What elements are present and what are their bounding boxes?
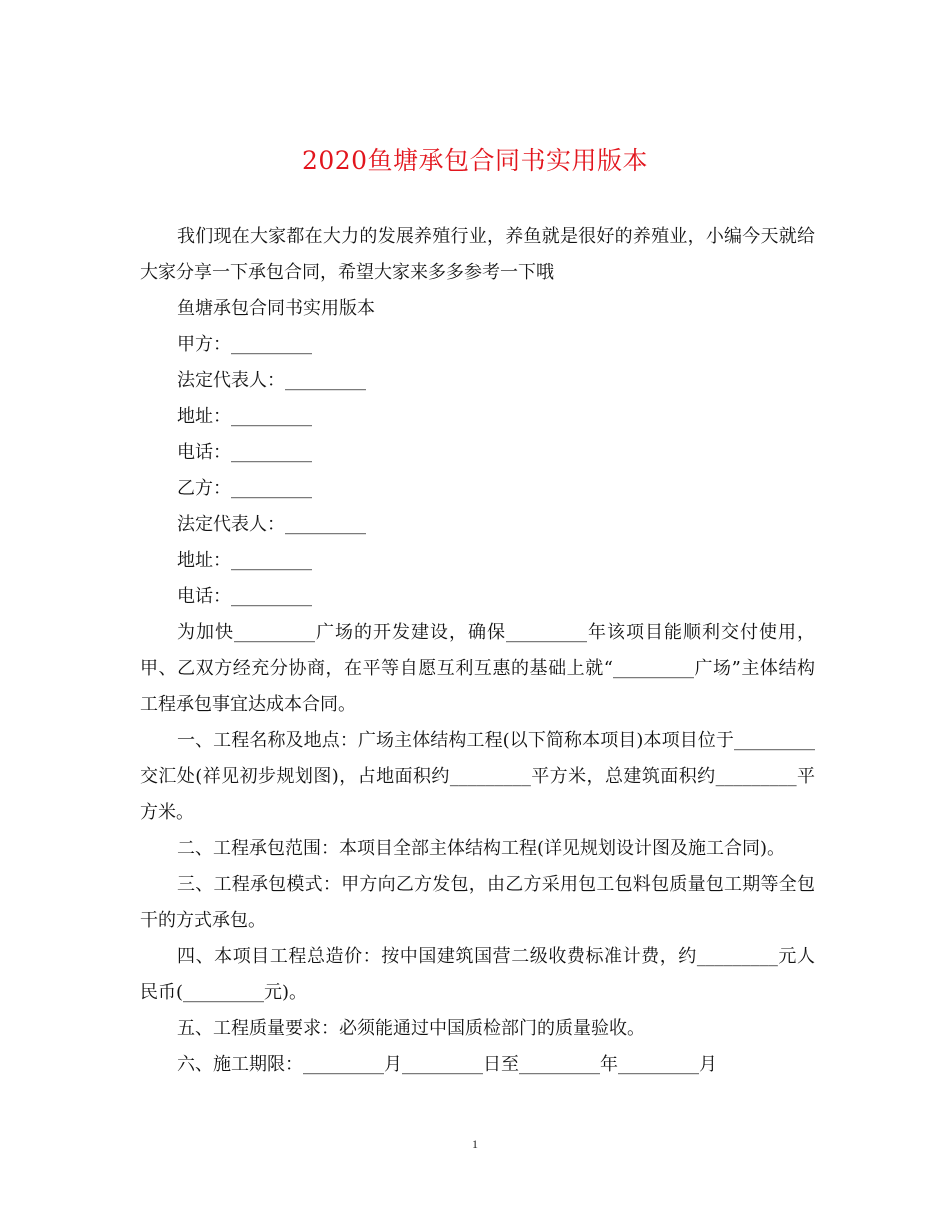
- page-number: 1: [472, 1137, 478, 1151]
- document-title: 2020鱼塘承包合同书实用版本: [301, 146, 649, 175]
- contract-subtitle: 鱼塘承包合同书实用版本: [177, 298, 375, 319]
- preamble-paragraph: 为加快_________广场的开发建设，确保_________年该项目能顺利交付使用，甲、乙双方经充分协商，在平等自愿互利互惠的基础上就“_________广场”主体结构工程承包事宜达成本合同。: [140, 622, 815, 715]
- party-a-representative-line: 法定代表人：_________: [177, 370, 366, 391]
- party-a-address-line: 地址：_________: [177, 406, 312, 427]
- party-a-line: 甲方：_________: [177, 334, 312, 355]
- clause-5: 五、工程质量要求：必须能通过中国质检部门的质量验收。: [177, 1018, 645, 1039]
- clause-1: 一、工程名称及地点：广场主体结构工程(以下简称本项目)本项目位于_________交汇处(祥见初步规划图)，占地面积约_________平方米，总建筑面积约_________平方米。: [140, 730, 815, 823]
- clause-2: 二、工程承包范围：本项目全部主体结构工程(详见规划设计图及施工合同)。: [177, 838, 786, 859]
- document-body: [140, 219, 815, 1083]
- party-b-line: 乙方：_________: [177, 478, 312, 499]
- party-b-phone-line: 电话：_________: [177, 586, 312, 607]
- party-b-address-line: 地址：_________: [177, 550, 312, 571]
- party-b-representative-line: 法定代表人：_________: [177, 514, 366, 535]
- clause-3: 三、工程承包模式：甲方向乙方发包，由乙方采用包工包料包质量包工期等全包干的方式承包。: [140, 874, 815, 931]
- clause-6: 六、施工期限：_________月_________日至_________年_________月: [177, 1054, 717, 1075]
- party-a-phone-line: 电话：_________: [177, 442, 312, 463]
- clause-4: 四、本项目工程总造价：按中国建筑国营二级收费标准计费，约_________元人民币(_________元)。: [140, 946, 815, 1003]
- intro-paragraph: 我们现在大家都在大力的发展养殖行业，养鱼就是很好的养殖业，小编今天就给大家分享一下承包合同，希望大家来多多参考一下哦: [140, 226, 815, 283]
